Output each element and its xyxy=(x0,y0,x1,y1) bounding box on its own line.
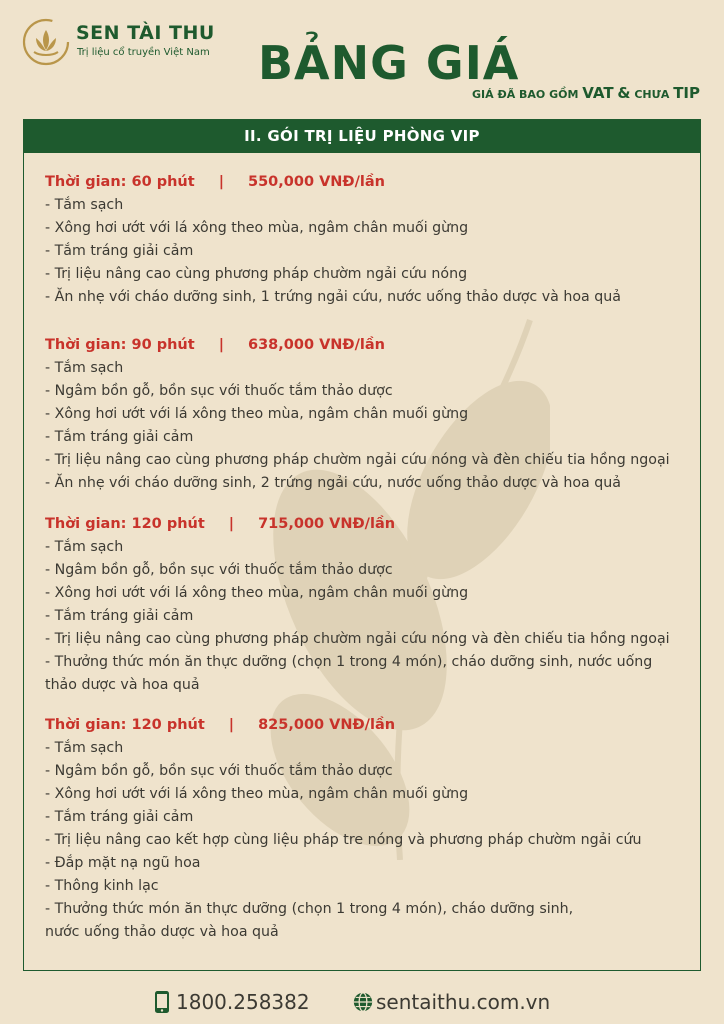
list-item: - Thông kinh lạc xyxy=(45,878,159,894)
list-item: - Tắm sạch xyxy=(45,539,124,555)
package-header xyxy=(45,713,642,737)
package-separator: | xyxy=(228,717,235,733)
package-separator: | xyxy=(228,516,235,532)
list-item: - Thưởng thức món ăn thực dưỡng (chọn 1 trong 4 món), cháo dưỡng sinh, xyxy=(45,901,574,917)
package-120a xyxy=(45,512,670,697)
package-time: Thời gian: 120 phút xyxy=(45,516,205,532)
brand-tagline: Trị liệu cổ truyền Việt Nam xyxy=(77,47,210,58)
brand-name: SEN TÀI THU xyxy=(76,22,215,44)
page-title: BẢNG GIÁ xyxy=(258,36,520,90)
list-item: - Xông hơi ướt với lá xông theo mùa, ngâm chân muối gừng xyxy=(45,406,469,422)
package-items xyxy=(45,357,670,495)
price-panel xyxy=(23,119,701,971)
package-separator: | xyxy=(218,337,224,353)
list-item: thảo dược và hoa quả xyxy=(45,677,200,693)
list-item: - Tắm tráng giải cảm xyxy=(45,608,194,624)
list-item: nước uống thảo dược và hoa quả xyxy=(45,924,279,940)
price-note-mid: CHƯA xyxy=(634,88,670,101)
package-separator: | xyxy=(218,174,224,190)
package-60 xyxy=(45,170,621,309)
lotus-logo-icon xyxy=(22,18,70,66)
list-item: - Trị liệu nâng cao cùng phương pháp chườm ngải cứu nóng và đèn chiếu tia hồng ngoại xyxy=(45,452,670,468)
list-item: - Tắm tráng giải cảm xyxy=(45,243,194,259)
list-item: - Ăn nhẹ với cháo dưỡng sinh, 2 trứng ngải cứu, nước uống thảo dược và hoa quả xyxy=(45,475,621,491)
package-items xyxy=(45,194,621,309)
package-header xyxy=(45,512,670,536)
package-time: Thời gian: 120 phút xyxy=(45,717,205,733)
package-time: Thời gian: 90 phút xyxy=(45,337,195,353)
list-item: - Tắm tráng giải cảm xyxy=(45,809,194,825)
page-footer xyxy=(0,984,724,1020)
price-note-prefix: GIÁ ĐÃ BAO GỒM xyxy=(472,88,579,101)
list-item: - Trị liệu nâng cao cùng phương pháp chườm ngải cứu nóng và đèn chiếu tia hồng ngoại xyxy=(45,631,670,647)
list-item: - Đắp mặt nạ ngũ hoa xyxy=(45,855,201,871)
package-items xyxy=(45,536,670,697)
package-header xyxy=(45,170,621,194)
page-header xyxy=(0,0,724,118)
brand-logo[interactable] xyxy=(22,18,222,68)
list-item: - Xông hơi ướt với lá xông theo mùa, ngâm chân muối gừng xyxy=(45,220,469,236)
list-item: - Tắm sạch xyxy=(45,197,124,213)
phone-icon xyxy=(152,990,172,1014)
list-item: - Xông hơi ướt với lá xông theo mùa, ngâm chân muối gừng xyxy=(45,786,469,802)
globe-icon xyxy=(352,990,374,1014)
price-note-vat: VAT xyxy=(582,84,614,102)
list-item: - Tắm tráng giải cảm xyxy=(45,429,194,445)
package-price: 715,000 VNĐ/lần xyxy=(258,516,396,532)
price-note-tip: TIP xyxy=(673,84,700,102)
package-price: 550,000 VNĐ/lần xyxy=(247,174,385,190)
package-price: 638,000 VNĐ/lần xyxy=(247,337,385,353)
list-item: - Ngâm bồn gỗ, bồn sục với thuốc tắm thảo dược xyxy=(45,383,393,399)
price-note xyxy=(472,84,700,102)
package-price: 825,000 VNĐ/lần xyxy=(258,717,396,733)
list-item: - Ngâm bồn gỗ, bồn sục với thuốc tắm thảo dược xyxy=(45,562,393,578)
list-item: - Thưởng thức món ăn thực dưỡng (chọn 1 trong 4 món), cháo dưỡng sinh, nước uống xyxy=(45,654,653,670)
package-items xyxy=(45,737,642,944)
website-url: sentaithu.com.vn xyxy=(376,990,551,1014)
list-item: - Tắm sạch xyxy=(45,740,124,756)
list-item: - Ngâm bồn gỗ, bồn sục với thuốc tắm thảo dược xyxy=(45,763,393,779)
package-120b xyxy=(45,713,642,944)
list-item: - Ăn nhẹ với cháo dưỡng sinh, 1 trứng ngải cứu, nước uống thảo dược và hoa quả xyxy=(45,289,621,305)
list-item: - Tắm sạch xyxy=(45,360,124,376)
package-90 xyxy=(45,333,670,495)
package-header xyxy=(45,333,670,357)
section-title: II. GÓI TRỊ LIỆU PHÒNG VIP xyxy=(24,120,700,153)
package-time: Thời gian: 60 phút xyxy=(45,174,195,190)
phone-number: 1800.258382 xyxy=(176,990,310,1014)
list-item: - Xông hơi ướt với lá xông theo mùa, ngâm chân muối gừng xyxy=(45,585,469,601)
price-note-amp: & xyxy=(617,84,631,102)
list-item: - Trị liệu nâng cao kết hợp cùng liệu pháp tre nóng và phương pháp chườm ngải cứu xyxy=(45,832,642,848)
list-item: - Trị liệu nâng cao cùng phương pháp chườm ngải cứu nóng xyxy=(45,266,468,282)
